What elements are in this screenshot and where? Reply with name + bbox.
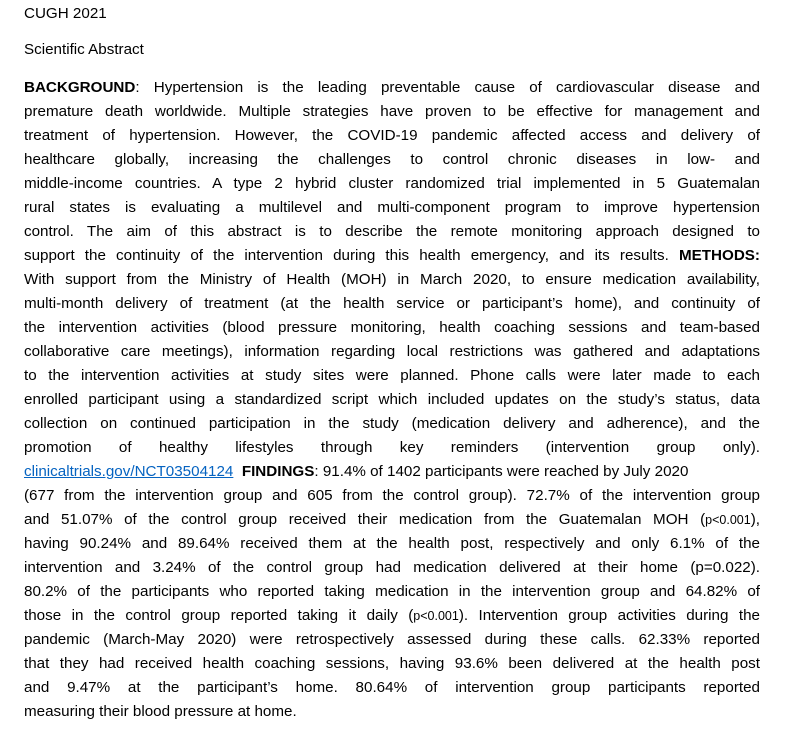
- abstract-line: treatment of hypertension. However, the COVID-19 pandemic affected access and delivery of: [24, 127, 760, 144]
- abstract-line: promotion of healthy lifestyles through key reminders (intervention group only).: [24, 439, 760, 456]
- abstract-line: support the continuity of the intervention during this health emergency, and its results. METHODS:: [24, 247, 760, 264]
- abstract-line: and 51.07% of the control group received their medication from the Guatemalan MOH (p<0.001),: [24, 511, 760, 528]
- abstract-line: middle-income countries. A type 2 hybrid cluster randomized trial implemented in 5 Guatemalan: [24, 175, 760, 192]
- background-label: BACKGROUND: [24, 79, 136, 96]
- abstract-line: and 9.47% at the participant’s home. 80.64% of intervention group participants reported: [24, 679, 760, 696]
- abstract-line: rural states is evaluating a multilevel and multi-component program to improve hypertension: [24, 199, 760, 216]
- abstract-line: 80.2% of the participants who reported taking medication in the intervention group and 64.82% of: [24, 583, 760, 600]
- abstract-line: premature death worldwide. Multiple strategies have proven to be effective for management and: [24, 103, 760, 120]
- abstract-line: pandemic (March-May 2020) were retrospectively assessed during these calls. 62.33% reported: [24, 631, 760, 648]
- document-type: Scientific Abstract: [24, 41, 144, 58]
- abstract-line: having 90.24% and 89.64% received them at the health post, respectively and only 6.1% of the: [24, 535, 760, 552]
- abstract-line: the intervention activities (blood pressure monitoring, health coaching sessions and team-based: [24, 319, 760, 336]
- p-value: p<0.001: [705, 513, 751, 527]
- abstract-line: BACKGROUND: Hypertension is the leading preventable cause of cardiovascular disease and: [24, 79, 760, 96]
- abstract-line: measuring their blood pressure at home.: [24, 703, 297, 720]
- p-value: p<0.001: [413, 609, 459, 623]
- abstract-line: (677 from the intervention group and 605 from the control group). 72.7% of the intervention group: [24, 487, 760, 504]
- findings-label: FINDINGS: [241, 463, 315, 480]
- abstract-line: that they had received health coaching sessions, having 93.6% been delivered at the health post: [24, 655, 760, 672]
- abstract-line: healthcare globally, increasing the challenges to control chronic diseases in low- and: [24, 151, 760, 168]
- abstract-line: to the intervention activities at study sites were planned. Phone calls were later made to each: [24, 367, 760, 384]
- abstract-line: collection on continued participation in the study (medication delivery and adherence), and the: [24, 415, 760, 432]
- event-title: CUGH 2021: [24, 5, 107, 22]
- abstract-line: multi-month delivery of treatment (at the health service or participant’s home), and continuity of: [24, 295, 760, 312]
- abstract-line: control. The aim of this abstract is to describe the remote monitoring approach designed to: [24, 223, 760, 240]
- abstract-line: clinicaltrials.gov/NCT03504124 FINDINGS: 91.4% of 1402 participants were reached by July 2020: [24, 463, 689, 480]
- abstract-line: enrolled participant using a standardized script which included updates on the study’s status, data: [24, 391, 760, 408]
- trial-registry-link[interactable]: clinicaltrials.gov/NCT03504124: [24, 463, 234, 480]
- methods-label: METHODS: [678, 247, 755, 264]
- abstract-line: With support from the Ministry of Health (MOH) in March 2020, to ensure medication availability,: [24, 271, 760, 288]
- abstract-line: intervention and 3.24% of the control group had medication delivered at their home (p=0.022).: [24, 559, 760, 576]
- abstract-line: collaborative care meetings), information regarding local restrictions was gathered and adaptations: [24, 343, 760, 360]
- abstract-line: those in the control group reported taking it daily (p<0.001). Intervention group activities during the: [24, 607, 760, 624]
